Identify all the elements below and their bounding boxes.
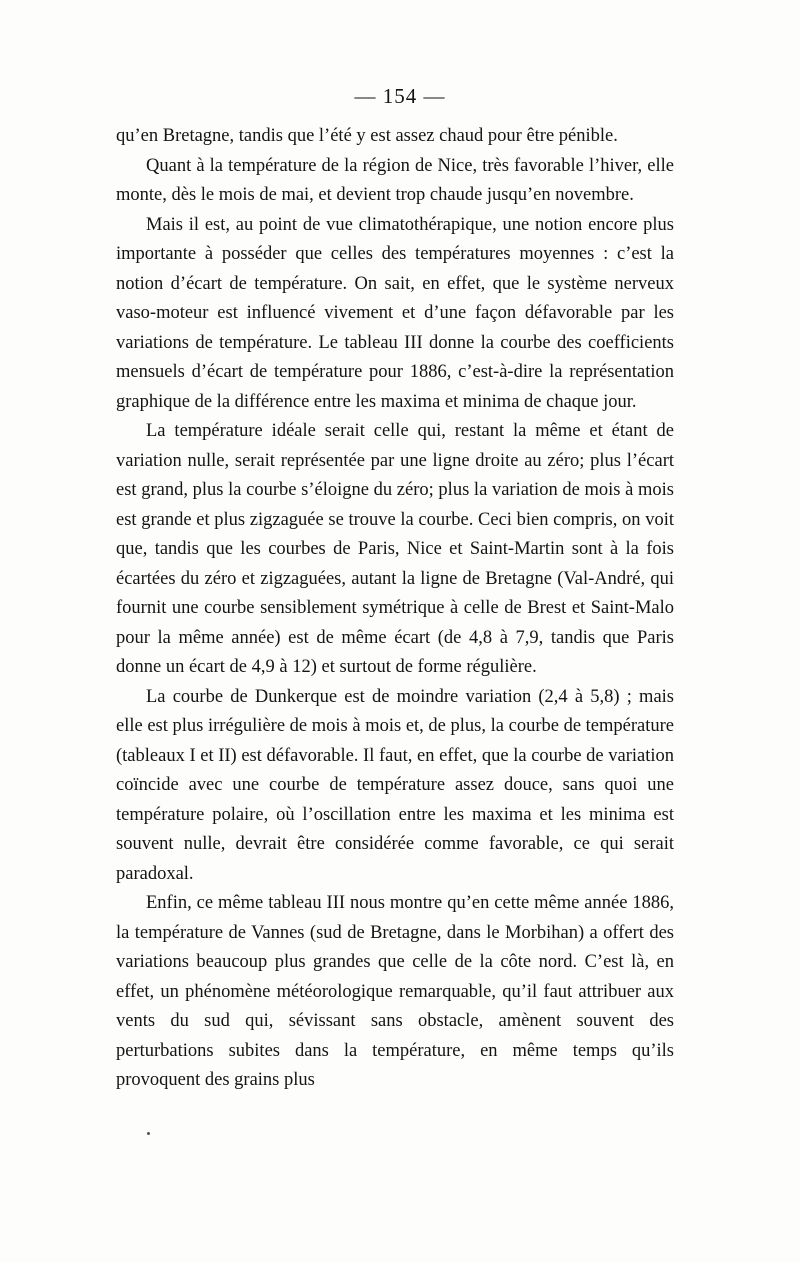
paragraph-5: La courbe de Dunkerque est de moindre variation (2,4 à 5,8) ; mais elle est plus irrégulière de mois à mois et, de plus, la courbe de température (tableaux I et II) est défavorable. Il faut, en effet, que la courbe de variation coïncide avec une courbe de température assez douce, sans quoi une température polaire, où l’oscillation entre les maxima et les minima est souvent nulle, devrait être considérée comme favorable, ce qui serait paradoxal. [116, 686, 674, 884]
paragraph-1: qu’en Bretagne, tandis que l’été y est assez chaud pour être pénible. [116, 126, 618, 146]
paragraph-6: Enfin, ce même tableau III nous montre qu’en cette même année 1886, la température de Vannes (sud de Bretagne, dans le Morbihan) a offert des variations beaucoup plus grandes que celle de la côte nord. C’est là, en effet, un phénomène météorologique remarquable, qu’il faut attribuer aux vents du sud qui, sévissant sans obstacle, amènent souvent des perturbations subites dans la température, en même temps qu’ils provoquent des grains plus [116, 893, 674, 1090]
paragraph-2: Quant à la température de la région de Nice, très favorable l’hiver, elle monte, dès le mois de mai, et devient trop chaude jusqu’en novembre. [116, 155, 674, 205]
ink-speck [147, 1132, 150, 1135]
paragraph-3: Mais il est, au point de vue climatothérapique, une notion encore plus importante à posséder que celles des températures moyennes : c’est la notion d’écart de température. On sait, en effet, que le système nerveux vaso-moteur est influencé vivement et d’une façon défavorable par les variations de température. Le tableau III donne la courbe des coefficients mensuels d’écart de température pour 1886, c’est-à-dire la représentation graphique de la différence entre les maxima et minima de chaque jour. [116, 214, 674, 412]
body-text [116, 122, 674, 1096]
paragraph-4: La température idéale serait celle qui, restant la même et étant de variation nulle, serait représentée par une ligne droite au zéro; plus l’écart est grand, plus la courbe s’éloigne du zéro; plus la variation de mois à mois est grande et plus zigzaguée se trouve la courbe. Ceci bien compris, on voit que, tandis que les courbes de Paris, Nice et Saint-Martin sont à la fois écartées du zéro et zigzaguées, autant la ligne de Bretagne (Val-André, qui fournit une courbe sensiblement symétrique à celle de Brest et Saint-Malo pour la même année) est de même écart (de 4,8 à 7,9, tandis que Paris donne un écart de 4,9 à 12) et surtout de forme régulière. [116, 421, 674, 677]
page-number: — 154 — [354, 84, 446, 108]
